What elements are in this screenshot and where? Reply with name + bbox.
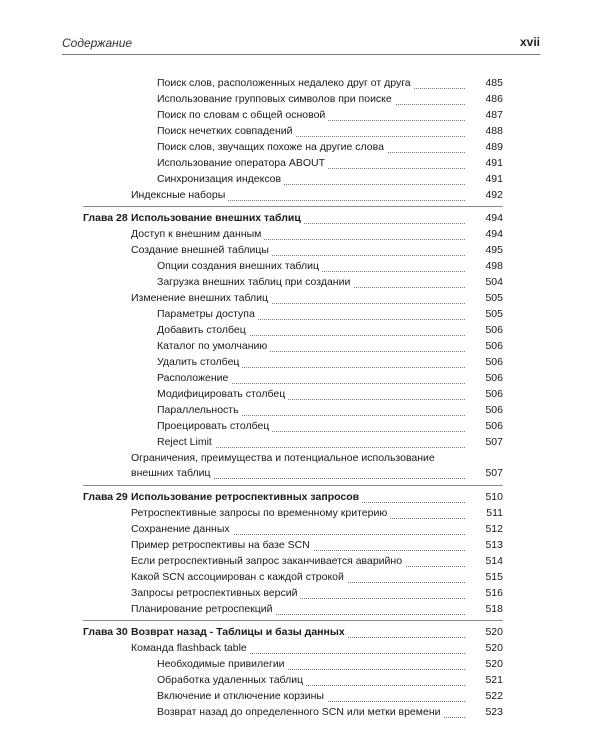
- page-number: 520: [485, 642, 503, 654]
- page-number: 506: [485, 388, 503, 400]
- entry-title: Поиск слов, расположенных недалеко друг от друга: [157, 77, 414, 89]
- toc-entry: [131, 451, 465, 483]
- toc-entry: [131, 243, 465, 260]
- entry-title: Расположение: [157, 372, 231, 384]
- page-number: 491: [485, 157, 503, 169]
- toc-entry: [157, 172, 465, 189]
- chapter-number: Глава 28: [83, 212, 128, 224]
- page-number: 512: [485, 523, 503, 535]
- toc-entry: [131, 586, 465, 603]
- entry-title: Загрузка внешних таблиц при создании: [157, 276, 353, 288]
- page-number: 491: [485, 173, 503, 185]
- toc-entry-row: [0, 586, 600, 603]
- toc-entry: [131, 188, 465, 205]
- toc-entry: [157, 275, 465, 292]
- page-number: 494: [485, 228, 503, 240]
- toc-entry-row: [0, 140, 600, 157]
- toc-entry-row: [0, 172, 600, 189]
- page-number: 515: [485, 571, 503, 583]
- toc-entry: [157, 307, 465, 324]
- chapter-divider: [83, 206, 503, 207]
- toc-entry-row: [0, 188, 600, 205]
- toc-entry: [157, 108, 465, 125]
- entry-title: Reject Limit: [157, 436, 215, 448]
- page-number: 498: [485, 260, 503, 272]
- entry-title: Опции создания внешних таблиц: [157, 260, 322, 272]
- entry-title: Создание внешней таблицы: [131, 244, 272, 256]
- toc-entry-row: [0, 554, 600, 571]
- chapter-number: Глава 29: [83, 491, 128, 503]
- toc-entry: [157, 156, 465, 173]
- toc-entry-row: [0, 92, 600, 109]
- entry-title: Сохранение данных: [131, 523, 233, 535]
- toc-entry: [131, 641, 465, 658]
- entry-title: Удалить столбец: [157, 356, 242, 368]
- entry-title: Возврат назад до определенного SCN или метки времени: [157, 706, 443, 718]
- page-number: 518: [485, 603, 503, 615]
- toc-entry-row: [0, 689, 600, 706]
- toc-entry-row: [0, 76, 600, 93]
- page-number: 504: [485, 276, 503, 288]
- page-number: 495: [485, 244, 503, 256]
- toc-entry-row: [0, 506, 600, 523]
- entry-title: Если ретроспективный запрос заканчивается аварийно: [131, 555, 405, 567]
- toc-entry: [157, 259, 465, 276]
- entry-title: Индексные наборы: [131, 189, 228, 201]
- toc-entry: [157, 705, 465, 722]
- entry-title: Изменение внешних таблиц: [131, 292, 271, 304]
- toc-entry: [131, 538, 465, 555]
- page-number: 513: [485, 539, 503, 551]
- toc-entry-row: [0, 227, 600, 244]
- entry-title: Модифицировать столбец: [157, 388, 288, 400]
- toc-entry: [157, 355, 465, 372]
- toc-chapter-row: [0, 211, 600, 228]
- entry-title: Синхронизация индексов: [157, 173, 284, 185]
- page-number: 520: [485, 626, 503, 638]
- page-number: 506: [485, 324, 503, 336]
- toc-chapter-row: [0, 625, 600, 642]
- toc-entry: [157, 387, 465, 404]
- running-header: [62, 32, 540, 55]
- page-number: 516: [485, 587, 503, 599]
- entry-title: Добавить столбец: [157, 324, 249, 336]
- entry-title: Поиск нечетких совпадений: [157, 125, 296, 137]
- entry-title: Проецировать столбец: [157, 420, 272, 432]
- toc-entry: [131, 522, 465, 539]
- toc-entry-row: [0, 419, 600, 436]
- page-number: 520: [485, 658, 503, 670]
- page-number: 506: [485, 372, 503, 384]
- toc-entry: [157, 339, 465, 356]
- entry-title: Необходимые привилегии: [157, 658, 288, 670]
- chapter-number: Глава 30: [83, 626, 128, 638]
- toc-entry: [157, 419, 465, 436]
- toc-entry-row: [0, 339, 600, 356]
- page-number: 488: [485, 125, 503, 137]
- toc-entry-row: [0, 673, 600, 690]
- page-number: 523: [485, 706, 503, 718]
- page-number: 506: [485, 356, 503, 368]
- entry-title: Обработка удаленных таблиц: [157, 674, 306, 686]
- page-number: 511: [486, 507, 503, 519]
- toc-entry-row: [0, 570, 600, 587]
- toc-entry-row: [0, 243, 600, 260]
- page-number: 506: [485, 420, 503, 432]
- toc-entry: [157, 657, 465, 674]
- toc-entry-row: [0, 602, 600, 619]
- entry-title: Использование оператора ABOUT: [157, 157, 328, 169]
- toc-entry: [157, 673, 465, 690]
- toc-entry: [157, 403, 465, 420]
- toc-entry: [131, 506, 465, 523]
- page-number: 486: [485, 93, 503, 105]
- page-number: 492: [485, 189, 503, 201]
- page-number: 521: [485, 674, 503, 686]
- toc-entry-row: [0, 403, 600, 420]
- toc-entry-row: [0, 705, 600, 722]
- entry-title: Ретроспективные запросы по временному критерию: [131, 507, 390, 519]
- page-number: 506: [485, 404, 503, 416]
- toc-entry-row: [0, 657, 600, 674]
- toc-entry: [131, 554, 465, 571]
- chapter-divider: [83, 620, 503, 621]
- header-title: Содержание: [62, 36, 133, 50]
- toc-entry-row: [0, 275, 600, 292]
- page-number: 487: [485, 109, 503, 121]
- page-number: 505: [485, 292, 503, 304]
- toc-entry: [131, 602, 465, 619]
- toc-entry: [157, 92, 465, 109]
- entry-title: Каталог по умолчанию: [157, 340, 270, 352]
- toc-entry: [131, 490, 465, 507]
- entry-title: Какой SCN ассоциирован с каждой строкой: [131, 571, 347, 583]
- toc-entry-row: [0, 291, 600, 308]
- entry-title: Использование внешних таблиц: [131, 212, 304, 224]
- toc-entry-row: [0, 435, 600, 452]
- page-number: 514: [485, 555, 503, 567]
- entry-title: Пример ретроспективы на базе SCN: [131, 539, 313, 551]
- entry-title: Использование групповых символов при поиске: [157, 93, 395, 105]
- page-number: 506: [485, 340, 503, 352]
- entry-title: Команда flashback table: [131, 642, 250, 654]
- toc-entry: [157, 371, 465, 388]
- page-number: 507: [485, 467, 503, 479]
- toc-entry-row: [0, 641, 600, 658]
- toc-entry: [131, 570, 465, 587]
- page-number: 507: [485, 436, 503, 448]
- toc-entry-row: [0, 307, 600, 324]
- page-number: 510: [485, 491, 503, 503]
- toc-entry-row: [0, 387, 600, 404]
- toc-entry: [157, 323, 465, 340]
- toc-chapter-row: [0, 490, 600, 507]
- entry-title: Использование ретроспективных запросов: [131, 491, 362, 503]
- entry-title: Поиск по словам с общей основой: [157, 109, 328, 121]
- page-number: 522: [485, 690, 503, 702]
- entry-title: Планирование ретроспекций: [131, 603, 276, 615]
- chapter-divider: [83, 485, 503, 486]
- entry-title: Доступ к внешним данным: [131, 228, 264, 240]
- entry-title: Параметры доступа: [157, 308, 258, 320]
- page-number: 485: [485, 77, 503, 89]
- toc-entry-row: [0, 323, 600, 340]
- toc-entry-row: [0, 108, 600, 125]
- toc-entry-row: [0, 259, 600, 276]
- toc-entry-row: [0, 522, 600, 539]
- toc-entry-row: [0, 124, 600, 141]
- toc-entry: [157, 435, 465, 452]
- toc-entry: [131, 625, 465, 642]
- page-number: 505: [485, 308, 503, 320]
- toc-entry: [131, 291, 465, 308]
- toc-entry: [131, 227, 465, 244]
- toc-entry-row: [0, 156, 600, 173]
- entry-title: Параллельность: [157, 404, 242, 416]
- toc-entry-row: [0, 538, 600, 555]
- toc-entry: [157, 124, 465, 141]
- entry-title: Включение и отключение корзины: [157, 690, 327, 702]
- entry-title: Поиск слов, звучащих похоже на другие слова: [157, 141, 387, 153]
- entry-title: Запросы ретроспективных версий: [131, 587, 300, 599]
- toc-entry-row: [0, 371, 600, 388]
- entry-title: Ограничения, преимущества и потенциальное использование: [131, 452, 435, 464]
- toc-entry-row: [0, 355, 600, 372]
- toc-entry-row: [0, 451, 600, 479]
- toc-entry: [157, 140, 465, 157]
- page-number: 489: [485, 141, 503, 153]
- entry-title: Возврат назад - Таблицы и базы данных: [131, 626, 348, 638]
- header-page-number: xvii: [519, 35, 540, 49]
- toc-entry: [157, 689, 465, 706]
- toc-entry: [157, 76, 465, 93]
- entry-title-continued: внешних таблиц: [131, 466, 214, 480]
- page-number: 494: [485, 212, 503, 224]
- toc-entry: [131, 211, 465, 228]
